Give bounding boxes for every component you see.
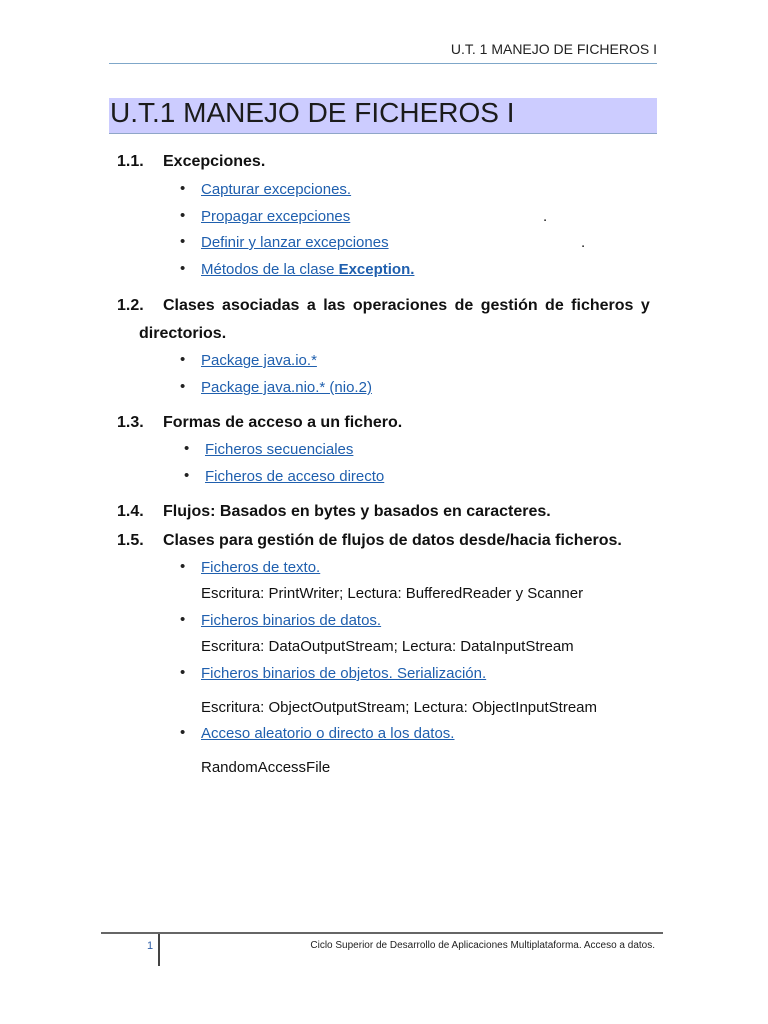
link-acceso-aleatorio[interactable]: Acceso aleatorio o directo a los datos. (201, 725, 455, 742)
section-number: 1.2. (117, 297, 144, 314)
link-package-java-io[interactable]: Package java.io.* (201, 352, 317, 369)
link-ficheros-secuenciales[interactable]: Ficheros secuenciales (205, 441, 354, 458)
section-title: Formas de acceso a un fichero. (163, 414, 403, 431)
section-title: Clases asociadas a las operaciones de gestión de ficheros y (163, 297, 650, 314)
bullet-icon: • (180, 233, 186, 250)
classes-note: Escritura: ObjectOutputStream; Lectura: ObjectInputStream (201, 699, 598, 716)
bullet-icon: • (180, 558, 186, 575)
link-capturar-excepciones[interactable]: Capturar excepciones. (201, 181, 352, 198)
bullet-icon: • (180, 611, 186, 628)
bullet-icon: • (180, 664, 186, 681)
document-title: U.T.1 MANEJO DE FICHEROS I (109, 98, 657, 134)
bullet-icon: • (180, 180, 186, 197)
page-number: 1 (147, 940, 154, 952)
section-title: Flujos: Basados en bytes y basados en caracteres. (163, 503, 551, 520)
footer-separator (158, 934, 160, 966)
header-title: U.T. 1 MANEJO DE FICHEROS I (450, 41, 657, 57)
link-ficheros-binarios-datos[interactable]: Ficheros binarios de datos. (201, 612, 382, 629)
classes-note: Escritura: PrintWriter; Lectura: BufferedReader y Scanner (201, 585, 584, 602)
link-ficheros-binarios-objetos[interactable]: Ficheros binarios de objetos. Serialización. (201, 665, 487, 682)
link-metodos-clase-exception[interactable]: Métodos de la clase Exception. (201, 261, 415, 278)
bullet-icon: • (180, 207, 186, 224)
section-number: 1.3. (117, 414, 144, 431)
trailing-period: . (543, 208, 548, 225)
link-ficheros-de-texto[interactable]: Ficheros de texto. (201, 559, 321, 576)
link-propagar-excepciones[interactable]: Propagar excepciones (201, 208, 351, 225)
bullet-icon: • (180, 378, 186, 395)
section-number: 1.1. (117, 153, 144, 170)
section-title: Excepciones. (163, 153, 266, 170)
classes-note: RandomAccessFile (201, 759, 331, 776)
section-number: 1.5. (117, 532, 144, 549)
trailing-period: . (581, 234, 586, 251)
bullet-icon: • (180, 351, 186, 368)
bullet-icon: • (180, 724, 186, 741)
footer-text: Ciclo Superior de Desarrollo de Aplicaciones Multiplataforma. Acceso a datos. (310, 940, 655, 951)
section-title-continuation: directorios. (139, 325, 227, 342)
section-title: Clases para gestión de flujos de datos desde/hacia ficheros. (163, 532, 622, 549)
link-package-java-nio[interactable]: Package java.nio.* (nio.2) (201, 379, 372, 396)
link-ficheros-acceso-directo[interactable]: Ficheros de acceso directo (205, 468, 385, 485)
link-definir-lanzar-excepciones[interactable]: Definir y lanzar excepciones (201, 234, 389, 251)
footer-divider (101, 932, 663, 934)
classes-note: Escritura: DataOutputStream; Lectura: DataInputStream (201, 638, 574, 655)
bullet-icon: • (180, 260, 186, 277)
section-number: 1.4. (117, 503, 144, 520)
header-divider (109, 63, 657, 64)
bullet-icon: • (184, 467, 190, 484)
bullet-icon: • (184, 440, 190, 457)
